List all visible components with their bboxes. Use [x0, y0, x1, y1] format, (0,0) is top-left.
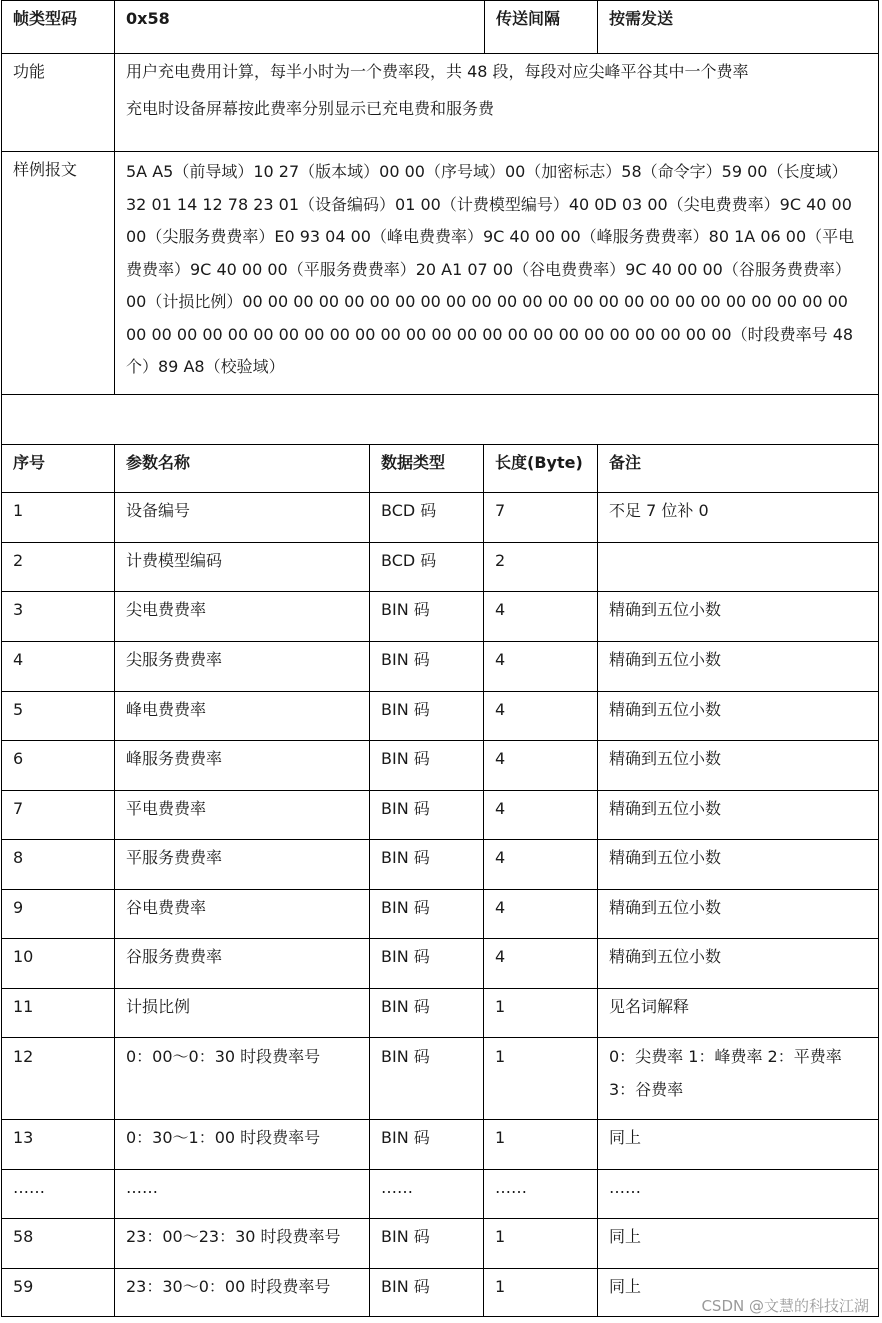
cell-index: 12 — [13, 1047, 34, 1066]
cell-length: 4 — [483, 592, 597, 641]
header-remark: 备注 — [597, 445, 878, 492]
cell-data-type: …… — [369, 1170, 483, 1218]
cell-param-name: 尖服务费费率 — [114, 642, 369, 691]
cell-index: 10 — [13, 947, 34, 966]
cell-param-name: …… — [114, 1170, 369, 1218]
cell-data-type: BIN 码 — [369, 939, 483, 988]
cell-remark: 精确到五位小数 — [597, 692, 878, 740]
table-row — [1, 1120, 879, 1170]
cell-length: 1 — [483, 1269, 597, 1316]
header-data-type: 数据类型 — [369, 445, 483, 492]
cell-remark: 精确到五位小数 — [597, 642, 878, 691]
cell-param-name: 设备编号 — [114, 493, 369, 542]
table-row — [1, 1038, 879, 1120]
cell-remark: 精确到五位小数 — [597, 592, 878, 641]
cell-data-type: BIN 码 — [369, 741, 483, 790]
sample-row — [1, 152, 879, 395]
cell-param-name: 峰电费费率 — [114, 692, 369, 740]
cell-index: 4 — [13, 650, 24, 669]
cell-length: 2 — [483, 543, 597, 591]
cell-data-type: BIN 码 — [369, 989, 483, 1037]
cell-data-type: BIN 码 — [369, 692, 483, 740]
cell-remark: 0：尖费率 1：峰费率 2：平费率 3：谷费率 — [597, 1038, 878, 1119]
cell-index: 2 — [13, 551, 24, 570]
function-content — [114, 54, 878, 151]
cell-index: 7 — [13, 799, 24, 818]
cell-index: 3 — [13, 600, 24, 619]
header-param-name: 参数名称 — [114, 445, 369, 492]
cell-length: 7 — [483, 493, 597, 542]
table-row — [1, 642, 879, 692]
table-row — [1, 890, 879, 939]
cell-data-type: BCD 码 — [369, 543, 483, 591]
cell-data-type: BIN 码 — [369, 1120, 483, 1169]
cell-param-name: 23：30～0：00 时段费率号 — [114, 1269, 369, 1316]
cell-param-name: 峰服务费费率 — [114, 741, 369, 790]
table-row — [1, 1170, 879, 1219]
cell-param-name: 计费模型编码 — [114, 543, 369, 591]
cell-length: …… — [483, 1170, 597, 1218]
cell-remark — [597, 543, 878, 591]
header-index: 序号 — [13, 453, 46, 472]
cell-index: 59 — [13, 1277, 34, 1296]
cell-length: 4 — [483, 890, 597, 938]
table-row — [1, 592, 879, 642]
cell-data-type: BIN 码 — [369, 890, 483, 938]
sample-text: 5A A5（前导域）10 27（版本域）00 00（序号域）00（加密标志）58（命令字）59 00（长度域）32 01 14 12 78 23 01（设备编码）01 00（计费模型编号）40 0D 03 00（尖电费费率）9C 40 00 00（尖服务费费率）E0 93 04 00（峰电费费率）9C 40 00 00（峰服务费费率）80 1A 06 00（平电费费率）9C 40 00 00（平服务费费率）20 A1 07 00（谷电费费率）9C 40 00 00（谷服务费费率）00（计损比例）00 00 00 00 00 00 00 00 00 00 00 00 00 00 00 00 00 00 00 00 00 00 00 00 00 00 00 00 00 00 00 00 00 00 00 00 00 00 00 00 00 00 00 00 00 00 00 00（时段费率号 48 个）89 A8（校验域） — [114, 152, 878, 394]
cell-param-name: 谷服务费费率 — [114, 939, 369, 988]
cell-length: 4 — [483, 840, 597, 889]
function-line-2: 充电时设备屏幕按此费率分别显示已充电费和服务费 — [126, 99, 495, 118]
cell-length: 4 — [483, 791, 597, 839]
cell-param-name: 平电费费率 — [114, 791, 369, 839]
cell-remark: 精确到五位小数 — [597, 791, 878, 839]
cell-param-name: 谷电费费率 — [114, 890, 369, 938]
cell-data-type: BIN 码 — [369, 1269, 483, 1316]
cell-index: 1 — [13, 501, 24, 520]
cell-remark: 同上 — [597, 1269, 878, 1316]
table-row — [1, 939, 879, 989]
table-row — [1, 543, 879, 592]
cell-remark: 精确到五位小数 — [597, 939, 878, 988]
cell-index: 8 — [13, 848, 24, 867]
cell-param-name: 0：30～1：00 时段费率号 — [114, 1120, 369, 1169]
table-header-row — [1, 445, 879, 493]
cell-remark: 同上 — [597, 1219, 878, 1268]
cell-data-type: BIN 码 — [369, 840, 483, 889]
function-line-1: 用户充电费用计算，每半小时为一个费率段，共 48 段，每段对应尖峰平谷其中一个费率 — [126, 62, 749, 81]
cell-index: 9 — [13, 898, 24, 917]
cell-param-name: 计损比例 — [114, 989, 369, 1037]
cell-data-type: BIN 码 — [369, 791, 483, 839]
table-row — [1, 791, 879, 840]
cell-remark: 不足 7 位补 0 — [597, 493, 878, 542]
frame-header-row — [1, 0, 879, 54]
cell-length: 4 — [483, 939, 597, 988]
cell-param-name: 尖电费费率 — [114, 592, 369, 641]
cell-index: 11 — [13, 997, 34, 1016]
cell-index: …… — [13, 1178, 45, 1197]
table-row — [1, 493, 879, 543]
cell-data-type: BIN 码 — [369, 642, 483, 691]
cell-remark: 同上 — [597, 1120, 878, 1169]
frame-code-label: 帧类型码 — [13, 9, 78, 28]
cell-length: 1 — [483, 1120, 597, 1169]
cell-data-type: BCD 码 — [369, 493, 483, 542]
cell-remark: 见名词解释 — [597, 989, 878, 1037]
cell-length: 4 — [483, 642, 597, 691]
cell-param-name: 23：00～23：30 时段费率号 — [114, 1219, 369, 1268]
sample-label: 样例报文 — [13, 160, 78, 179]
cell-length: 4 — [483, 692, 597, 740]
cell-index: 6 — [13, 749, 24, 768]
cell-data-type: BIN 码 — [369, 592, 483, 641]
cell-index: 58 — [13, 1227, 34, 1246]
interval-value: 按需发送 — [597, 1, 878, 53]
cell-param-name: 平服务费费率 — [114, 840, 369, 889]
function-row — [1, 54, 879, 152]
cell-remark: 精确到五位小数 — [597, 890, 878, 938]
table-row — [1, 741, 879, 791]
watermark: CSDN @文慧的科技江湖 — [701, 1297, 869, 1315]
cell-length: 1 — [483, 989, 597, 1037]
cell-length: 4 — [483, 741, 597, 790]
table-row — [1, 840, 879, 890]
interval-label: 传送间隔 — [484, 1, 597, 53]
cell-data-type: BIN 码 — [369, 1219, 483, 1268]
spacer-row — [1, 395, 879, 445]
table-row — [1, 1219, 879, 1269]
cell-remark: 精确到五位小数 — [597, 741, 878, 790]
cell-length: 1 — [483, 1038, 597, 1119]
cell-index: 13 — [13, 1128, 34, 1147]
table-row — [1, 989, 879, 1038]
table-row — [1, 692, 879, 741]
function-label: 功能 — [13, 62, 46, 81]
cell-param-name: 0：00～0：30 时段费率号 — [114, 1038, 369, 1119]
cell-index: 5 — [13, 700, 24, 719]
cell-remark: …… — [597, 1170, 878, 1218]
cell-data-type: BIN 码 — [369, 1038, 483, 1119]
header-length: 长度(Byte) — [483, 445, 597, 492]
frame-code-value: 0x58 — [114, 1, 484, 53]
cell-remark: 精确到五位小数 — [597, 840, 878, 889]
cell-length: 1 — [483, 1219, 597, 1268]
